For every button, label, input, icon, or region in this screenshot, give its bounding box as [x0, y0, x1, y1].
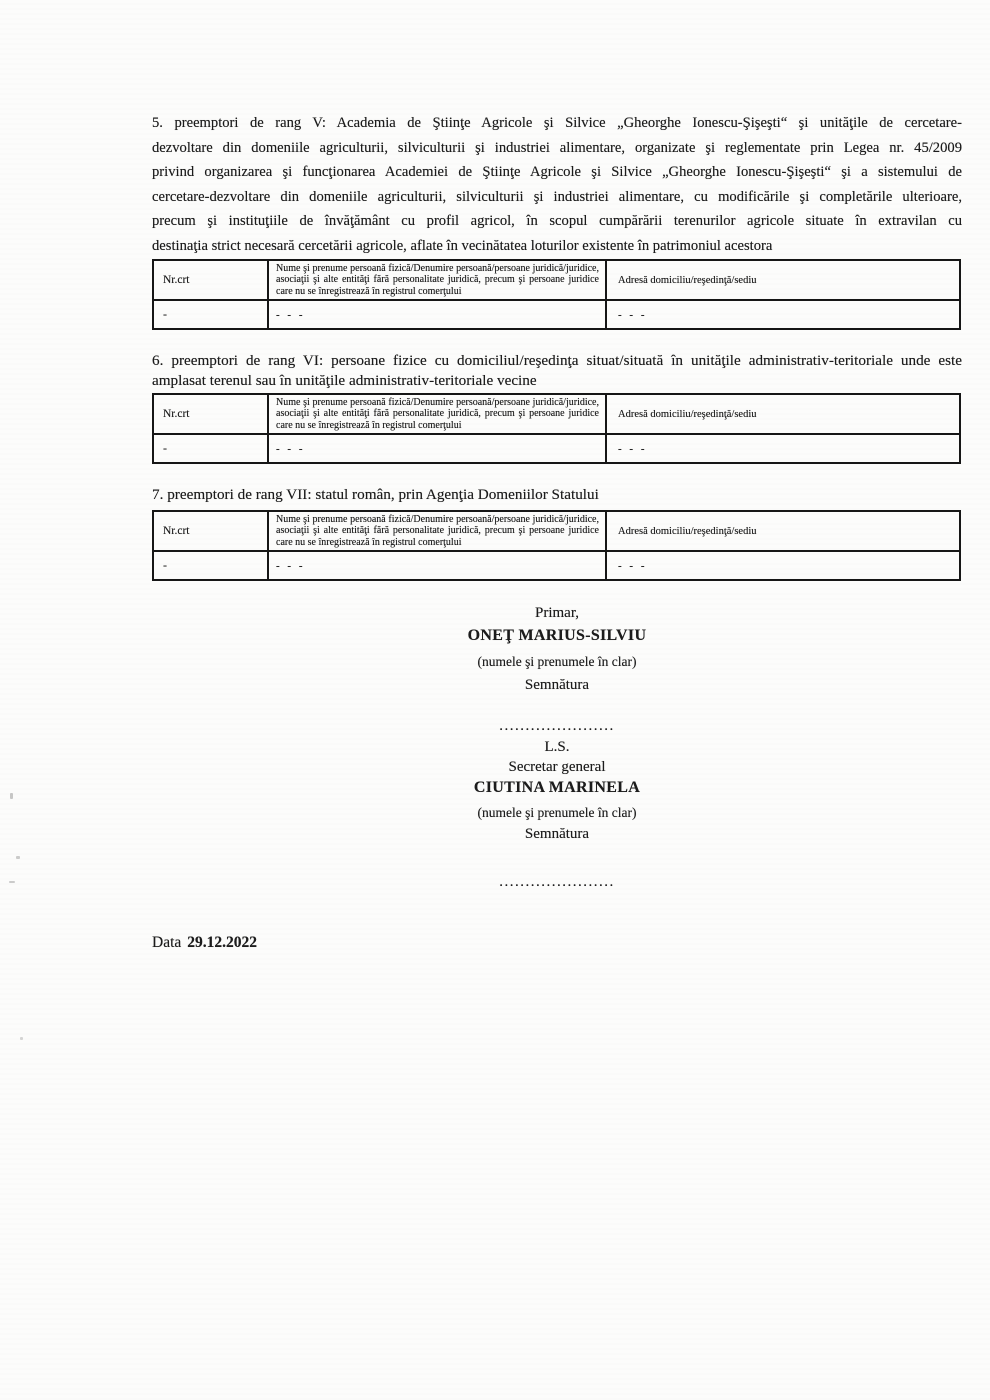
signature-dotted-line: ...................... [499, 874, 615, 890]
preemptors-table-rank-vii [152, 510, 961, 581]
primar-title: Primar, [535, 605, 579, 621]
primar-name: ONEŢ MARIUS-SILVIU [467, 627, 647, 644]
signature-label: Semnătura [524, 826, 590, 842]
header-cell-address: Adresă domiciliu/reşedinţă/sediu [606, 260, 960, 300]
name-note: (numele şi prenumele în clar) [477, 654, 637, 669]
scan-artifact [9, 881, 15, 883]
header-cell-name: Nume şi prenume persoană fizică/Denumire persoană/persoane juridică/juridice, asociaţii şi alte entităţi fără personalitate juridică, precum şi persoane juridice care nu se înregistrează în registrul comerţului [268, 511, 606, 551]
header-cell-nr: Nr.crt [153, 260, 268, 300]
date-line [152, 932, 257, 953]
cell-name: - - - [268, 551, 606, 580]
paragraph-rank-v-line: privind organizarea şi funcţionarea Academiei de Ştiinţe Agricole şi Silvice „Gheorghe Ionescu-Şişeşti“ şi a sistemului de [152, 164, 962, 181]
table-row [153, 434, 960, 463]
paragraph-rank-v-line: dezvoltare din domeniile agriculturii, silviculturii şi industriei alimentare, organizate şi reglementate prin Legea nr. 45/2009 [152, 139, 962, 156]
paragraph-rank-v-line: destinaţia strict necesară cercetării agricole, aflate în vecinătatea loturilor existente în patrimoniul acestora [152, 237, 773, 254]
paragraph-rank-vi [152, 351, 962, 391]
ls-label: L.S. [544, 739, 570, 755]
header-cell-name: Nume şi prenume persoană fizică/Denumire persoană/persoane juridică/juridice, asociaţii şi alte entităţi fără personalitate juridică, precum şi persoane juridice care nu se înregistrează în registrul comerţului [268, 260, 606, 300]
header-cell-nr: Nr.crt [153, 394, 268, 434]
paragraph-rank-v-line: 5. preemptori de rang V: Academia de Ştiinţe Agricole şi Silvice „Gheorghe Ionescu-Şişeşti“ şi unităţile de cercetare- [152, 115, 962, 131]
name-note: (numele şi prenumele în clar) [477, 805, 637, 820]
paragraph-rank-vi-line: amplasat terenul sau în unităţile administrativ-teritoriale vecine [152, 371, 537, 389]
header-cell-nr: Nr.crt [153, 511, 268, 551]
cell-nr: - [153, 300, 268, 329]
preemptors-table-rank-v [152, 259, 961, 330]
cell-address: - - - [606, 434, 960, 463]
header-cell-address: Adresă domiciliu/reşedinţă/sediu [606, 511, 960, 551]
header-cell-address: Adresă domiciliu/reşedinţă/sediu [606, 394, 960, 434]
paragraph-rank-vii: 7. preemptori de rang VII: statul român, prin Agenţia Domeniilor Statului [152, 486, 599, 503]
cell-nr: - [153, 551, 268, 580]
table-header-row [153, 260, 960, 300]
secretar-name: CIUTINA MARINELA [473, 779, 641, 796]
date-value: 29.12.2022 [187, 934, 258, 951]
table-row [153, 551, 960, 580]
paragraph-rank-v-line: precum şi instituţiile de învăţământ cu profil agricol, în scopul cumpărării terenurilor agricole situate în extravilan cu [152, 213, 962, 230]
preemptors-table-rank-vi [152, 393, 961, 464]
table-header-row [153, 394, 960, 434]
scan-artifact [20, 1037, 23, 1040]
paragraph-rank-v-line: cercetare-dezvoltare din domeniile agriculturii, silviculturii şi industriei alimentare, cu modificările şi completările ulterioare, [152, 188, 962, 205]
cell-name: - - - [268, 434, 606, 463]
paragraph-rank-vi-line: 6. preemptori de rang VI: persoane fizice cu domiciliul/reşedinţa situat/situată în unităţile administrativ-teritoriale unde este [152, 352, 962, 369]
cell-name: - - - [268, 300, 606, 329]
table-row [153, 300, 960, 329]
signature-label: Semnătura [524, 677, 590, 693]
date-label: Data [152, 934, 182, 951]
secretar-title: Secretar general [508, 759, 606, 775]
table-header-row [153, 511, 960, 551]
header-cell-name: Nume şi prenume persoană fizică/Denumire persoană/persoane juridică/juridice, asociaţii şi alte entităţi fără personalitate juridică, precum şi persoane juridice care nu se înregistrează în registrul comerţului [268, 394, 606, 434]
cell-address: - - - [606, 551, 960, 580]
scan-artifact [16, 856, 20, 859]
cell-address: - - - [606, 300, 960, 329]
signature-dotted-line: ...................... [499, 718, 615, 734]
scan-artifact [10, 793, 13, 799]
paragraph-rank-v [152, 111, 962, 259]
cell-nr: - [153, 434, 268, 463]
